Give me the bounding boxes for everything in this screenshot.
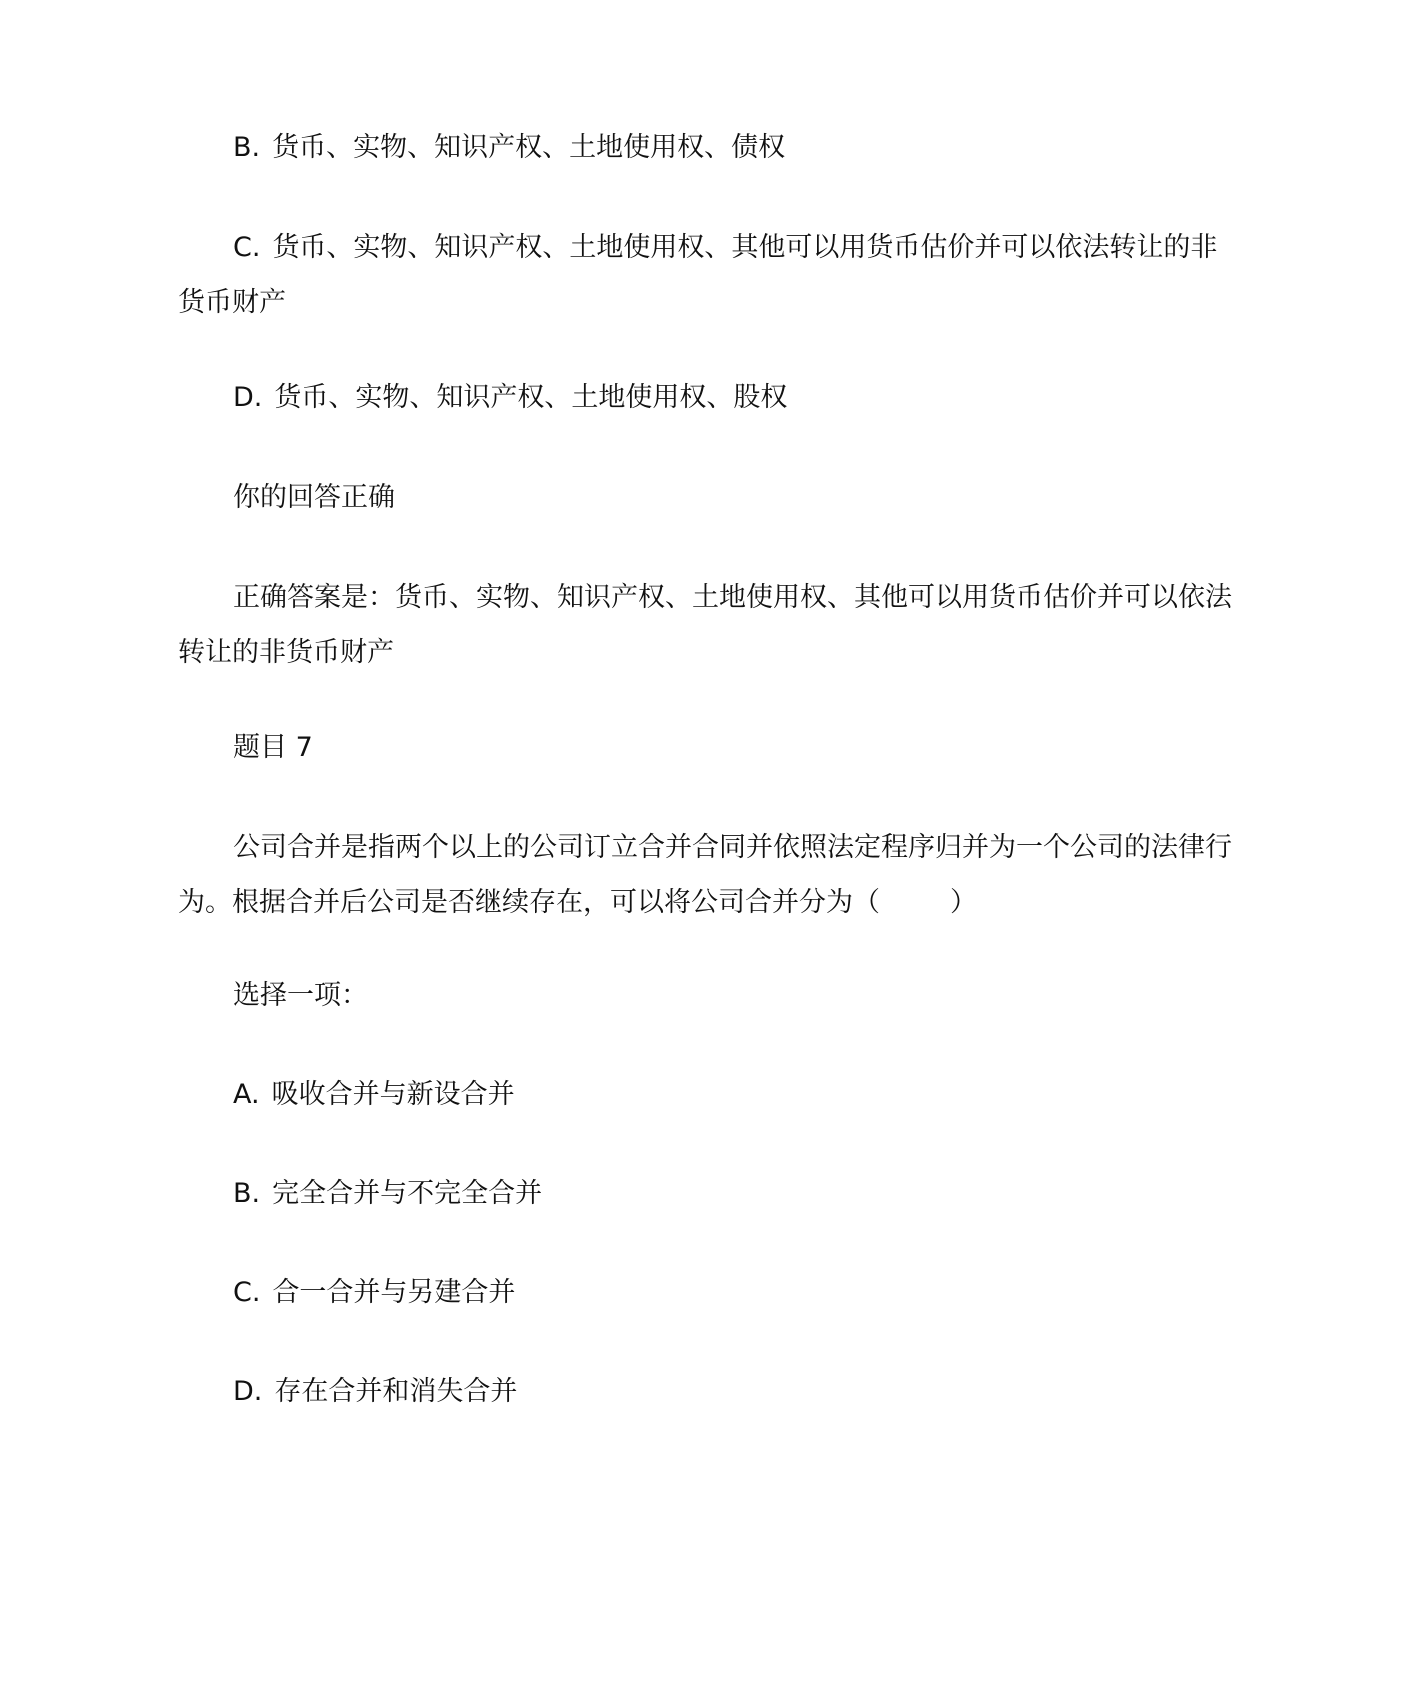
option-letter: C. <box>233 1277 261 1308</box>
option-letter: D. <box>233 382 263 413</box>
option-d <box>178 1364 1238 1419</box>
option-text: 存在合并和消失合并 <box>274 1376 518 1407</box>
option-letter: D. <box>233 1376 263 1407</box>
answer-feedback: 你的回答正确 <box>233 482 395 513</box>
question-title: 题目 7 <box>233 732 313 763</box>
option-c <box>178 1265 1238 1320</box>
prev-option-b <box>178 120 1238 175</box>
option-b <box>178 1166 1238 1221</box>
option-letter: C. <box>233 232 261 263</box>
prev-option-d <box>178 370 1238 425</box>
question-stem <box>178 820 1238 930</box>
option-text: 完全合并与不完全合并 <box>272 1178 543 1209</box>
option-letter: B. <box>233 132 261 163</box>
option-text: 货币、实物、知识产权、土地使用权、股权 <box>274 382 788 413</box>
option-text: 吸收合并与新设合并 <box>271 1079 515 1110</box>
select-prompt: 选择一项： <box>233 980 368 1011</box>
option-a <box>178 1067 1238 1122</box>
question-stem-close: ） <box>950 887 977 918</box>
option-text: 合一合并与另建合并 <box>272 1277 516 1308</box>
question-stem-text: 公司合并是指两个以上的公司订立合并合同并依照法定程序归并为一个公司的法律行为。根据合并后公司是否继续存在，可以将公司合并分为（ <box>178 832 1232 918</box>
option-letter: A. <box>233 1079 260 1110</box>
correct-answer: 正确答案是：货币、实物、知识产权、土地使用权、其他可以用货币估价并可以依法转让的非货币财产 <box>178 582 1232 668</box>
option-text: 货币、实物、知识产权、土地使用权、其他可以用货币估价并可以依法转让的非货币财产 <box>178 232 1218 318</box>
option-letter: B. <box>233 1178 261 1209</box>
option-text: 货币、实物、知识产权、土地使用权、债权 <box>272 132 786 163</box>
prev-option-c <box>178 220 1238 330</box>
